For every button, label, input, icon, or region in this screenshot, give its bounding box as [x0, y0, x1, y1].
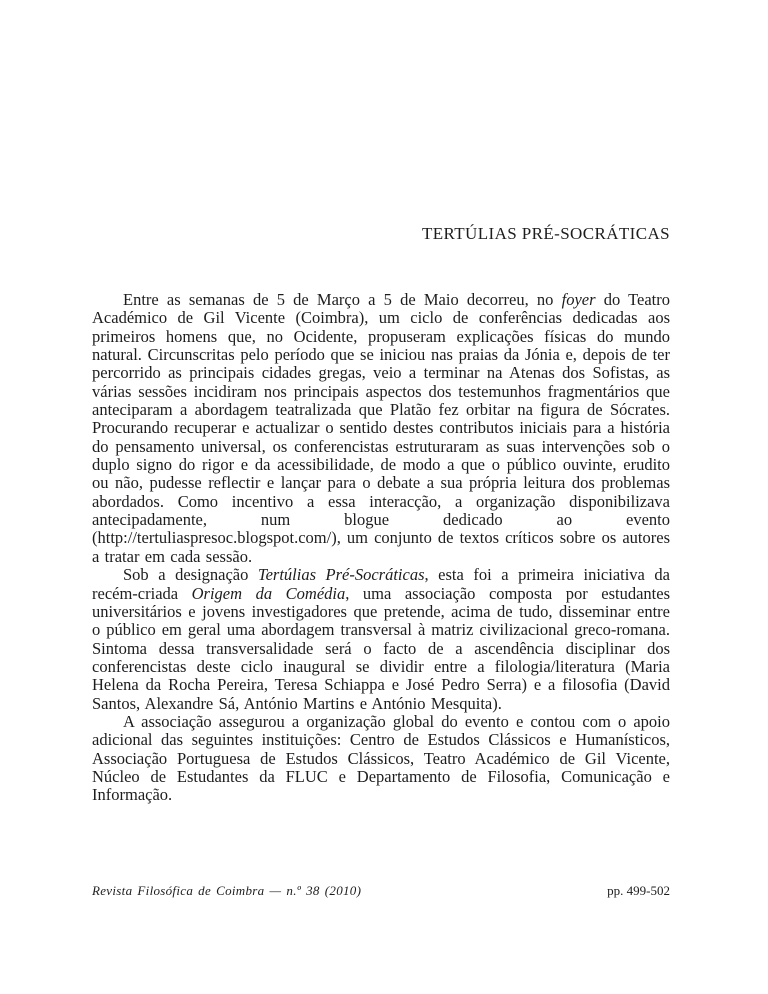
text-segment: Sob a designação [123, 565, 258, 585]
journal-reference: Revista Filosófica de Coimbra — n.º 38 (2010) [92, 883, 362, 898]
italic-text: foyer [561, 290, 596, 309]
article-body [92, 291, 670, 805]
paragraph [92, 291, 670, 566]
text-segment: Entre as semanas de 5 de Março a 5 de Maio decorreu, no [123, 290, 562, 309]
page-footer [92, 883, 670, 899]
paragraph [92, 566, 670, 713]
paragraph [92, 713, 670, 805]
italic-text: Tertúlias Pré-Socráticas [257, 565, 425, 585]
page-range: pp. 499-502 [607, 883, 670, 898]
article-title: TERTÚLIAS PRÉ-SOCRÁTICAS [421, 224, 670, 243]
text-segment: do Teatro Académico de Gil Vicente (Coimbra), um ciclo de conferências dedicadas aos primeiros homens que, no Ocidente, propuseram explicações físicas do mundo natural. Circunscritas pelo período que se iniciou nas praias da Jónia e, depois de ter percorrido as principais cidades gregas, veio a terminar na Atenas dos Sofistas, as várias sessões incidiram nos principais aspectos dos testemunhos fragmentários que anteciparam a abordagem teatralizada que Platão fez orbitar na figura de Sócrates. Procurando recuperar e actualizar o sentido destes contributos iniciais para a história do pensamento universal, os conferencistas estruturaram as suas intervenções sob o duplo signo do rigor e da acessibilidade, de modo a que o público ouvinte, erudito ou não, pudesse reflectir e lançar para o debate a sua própria leitura dos problemas abordados. Como incentivo a essa interacção, a organização disponibilizava antecipadamente, num blogue dedicado ao evento (http://tertuliaspresoc.blogspot.com/), um conjunto de textos críticos sobre os autores a tratar em cada sessão. [92, 290, 670, 566]
text-segment: , uma associação composta por estudantes universitários e jovens investigadores que pretende, acima de tudo, disseminar entre o público em geral uma abordagem transversal à matriz civilizacional greco-romana. Sintoma dessa transversalidade será o facto de a ascendência disciplinar dos conferencistas deste ciclo inaugural se dividir entre a filologia/literatura (Maria Helena da Rocha Pereira, Teresa Schiappa e José Pedro Serra) e a filosofia (David Santos, Alexandre Sá, António Martins e António Mesquita). [92, 583, 671, 713]
text-segment: A associação assegurou a organização global do evento e contou com o apoio adicional das seguintes instituições: Centro de Estudos Clássicos e Humanísticos, Associação Portuguesa de Estudos Clássicos, Teatro Académico de Gil Vicente, Núcleo de Estudantes da FLUC e Departamento de Filosofia, Comunicação e Informação. [92, 711, 670, 805]
text-segment: , esta foi a primeira iniciativa da recém-criada [92, 565, 670, 603]
italic-text: Origem da Comédia [191, 583, 346, 603]
